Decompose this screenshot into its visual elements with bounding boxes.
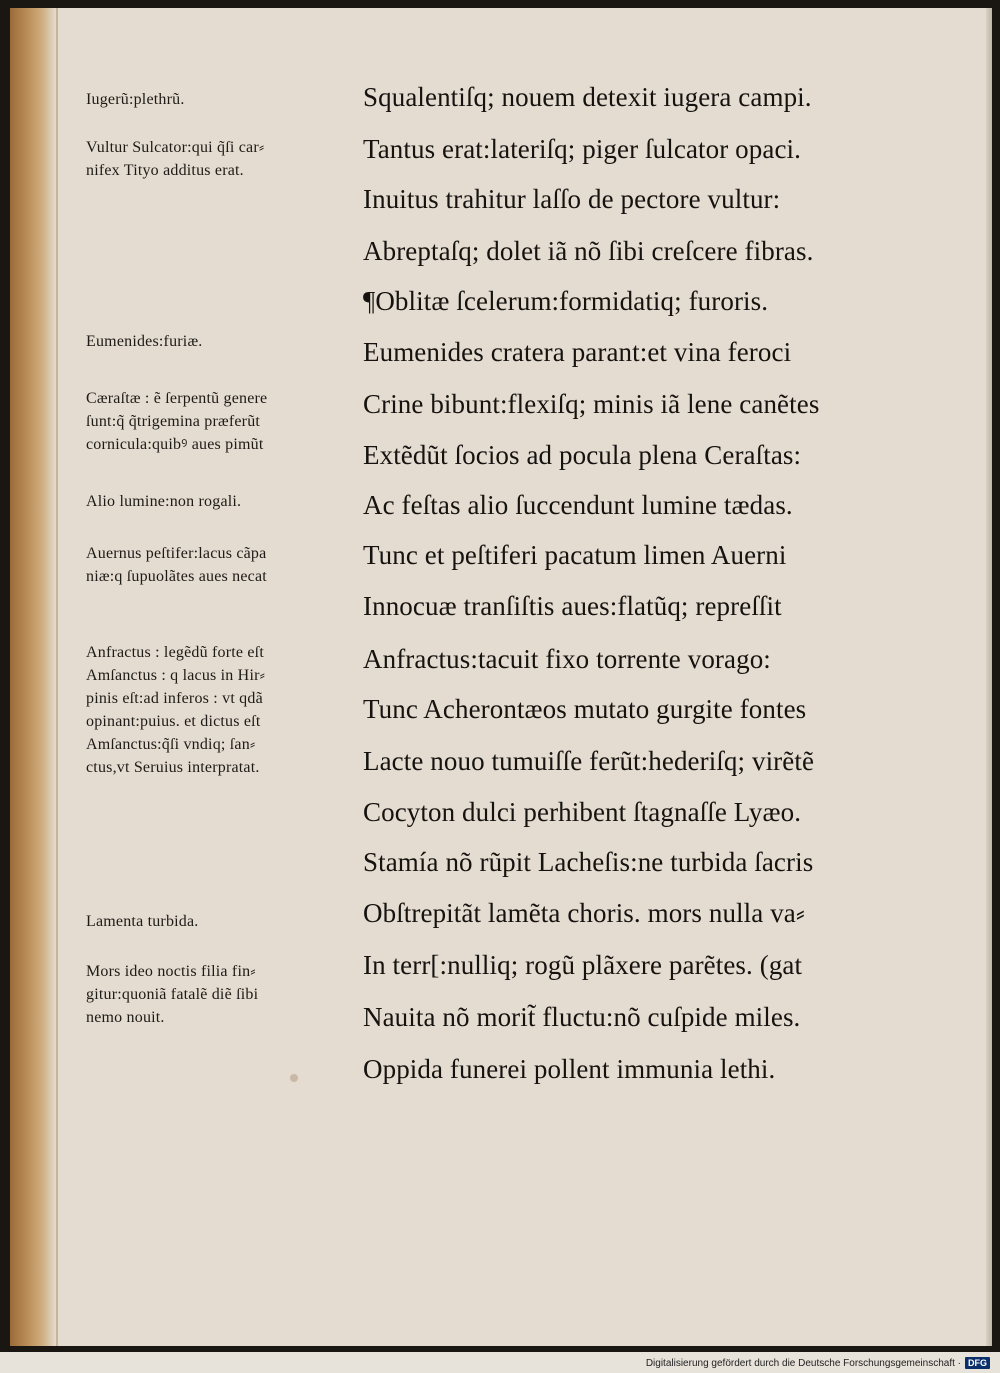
gloss-line: Alio lumine:non rogali. — [86, 493, 242, 510]
gloss-line: opinant:puius. et dictus eſt — [86, 713, 261, 730]
page-edge — [986, 8, 992, 1346]
verse-line: Anfractus:tacuit fixo torrente vorago: — [363, 644, 771, 674]
gloss-line: Amſanctus : q lacus in Hir⸗ — [86, 667, 266, 684]
verse-line: Tunc et peſtiferi pacatum limen Auerni — [363, 540, 787, 570]
verse-line: Oppida funerei pollent immunia lethi. — [363, 1054, 776, 1084]
marginal-gloss — [86, 910, 199, 933]
page-gutter — [10, 8, 56, 1346]
gloss-line: niæ:q ſupuolãtes aues necat — [86, 568, 267, 585]
gloss-line: cornicula:quibꝰ aues pimũt — [86, 436, 264, 453]
verse-line: Nauita nõ morit̃ fluctu:nõ cuſpide miles. — [363, 1002, 801, 1032]
marginal-gloss — [86, 960, 258, 1029]
dfg-logo-icon: DFG — [965, 1357, 990, 1369]
gloss-line: Iugerũ:plethrũ. — [86, 91, 185, 108]
funding-credit: Digitalisierung gefördert durch die Deutsche Forschungsgemeinschaft · — [645, 1357, 961, 1369]
verse-line: Cocyton dulci perhibent ſtagnaſſe Lyæo. — [363, 797, 802, 827]
gutter-fold — [56, 8, 58, 1346]
marginal-gloss — [86, 387, 267, 456]
verse-line: Tantus erat:lateriſq; piger ſulcator opaci. — [363, 134, 801, 164]
verse-line: Extẽdũt ſocios ad pocula plena Ceraſtas: — [363, 440, 802, 470]
gloss-line: Eumenides:furiæ. — [86, 333, 203, 350]
verse-line: Crine bibunt:flexiſq; minis iã lene canẽtes — [363, 389, 820, 419]
marginal-gloss — [86, 490, 241, 513]
gloss-line: Lamenta turbida. — [86, 913, 199, 930]
verse-line: Tunc Acherontæos mutato gurgite fontes — [363, 694, 807, 724]
gloss-line: gitur:quoniã fatalẽ diẽ ſibi — [86, 986, 259, 1003]
marginal-gloss — [86, 88, 185, 111]
digitization-footer — [646, 1355, 990, 1371]
marginal-gloss — [86, 641, 265, 779]
gloss-line: pinis eſt:ad inferos : vt qdã — [86, 690, 263, 707]
verse-line: ¶Oblitæ ſcelerum:formidatiq; furoris. — [363, 286, 769, 316]
gloss-line: Amſanctus:q̃ſi vndiq; ſan⸗ — [86, 736, 256, 753]
paper-stain — [290, 1074, 298, 1082]
marginal-gloss — [86, 136, 264, 182]
gloss-line: ctus,vt Seruius interpratat. — [86, 759, 260, 776]
gloss-line: Cæraſtæ : ẽ ſerpentũ genere — [86, 390, 268, 407]
verse-line: Stamía nõ rũpit Lacheſis:ne turbida ſacris — [363, 847, 814, 877]
verse-line: Obſtrepitãt lamẽta choris. mors nulla va⸗ — [363, 898, 805, 928]
verse-line: Eumenides cratera parant:et vina feroci — [363, 337, 792, 367]
verse-line: Inuitus trahitur laſſo de pectore vultur: — [363, 184, 781, 214]
gloss-line: nemo nouit. — [86, 1009, 165, 1026]
gloss-line: Vultur Sulcator:qui q̃ſi car⸗ — [86, 139, 265, 156]
marginal-gloss — [86, 330, 203, 353]
gloss-line: nifex Tityo additus erat. — [86, 162, 244, 179]
verse-line: Lacte nouo tumuiſſe ferũt:hederiſq; virẽtẽ — [363, 746, 815, 776]
gloss-line: ſunt:q̃ q̃trigemina præferũt — [86, 413, 261, 430]
verse-line: Ac feſtas alio ſuccendunt lumine tædas. — [363, 490, 793, 520]
verse-line: In terr[:nulliq; rogũ plãxere parẽtes. (gat — [363, 950, 803, 980]
verse-line: Abreptaſq; dolet iã nõ ſibi creſcere fibras. — [363, 236, 814, 266]
gloss-line: Mors ideo noctis filia fin⸗ — [86, 963, 256, 980]
marginal-gloss — [86, 542, 267, 588]
verse-line: Squalentiſq; nouem detexit iugera campi. — [363, 82, 812, 112]
gloss-line: Anfractus : legẽdũ forte eſt — [86, 644, 264, 661]
verse-line: Innocuæ tranſiſtis aues:flatũq; repreſſit — [363, 591, 782, 621]
gloss-line: Auernus peſtifer:lacus cãpa — [86, 545, 267, 562]
